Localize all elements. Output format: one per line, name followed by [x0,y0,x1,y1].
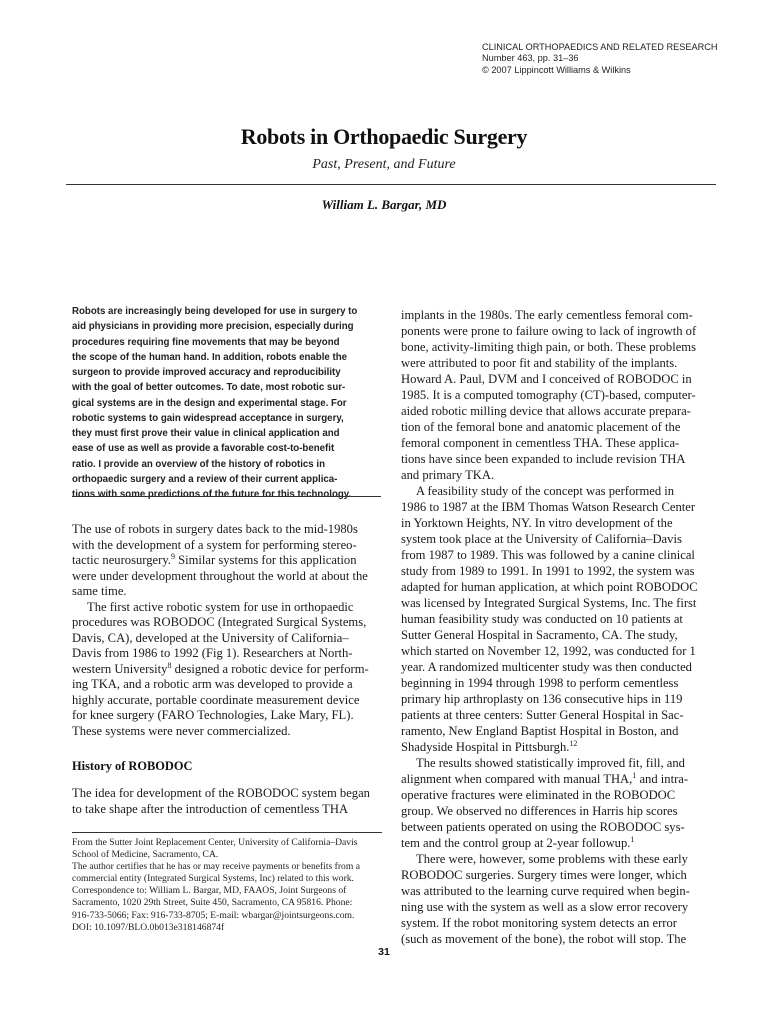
body-line: These systems were never commercialized. [72,723,291,738]
body-line: which started on November 12, 1992, was conducted for 1 [401,644,696,658]
abstract [72,304,381,502]
body-line: implants in the 1980s. The early cementless femoral com- [401,308,693,322]
body-line: same time. [72,584,127,598]
body-line: in Yorktown Heights, NY. In vitro development of the [401,516,673,530]
body-line: system took place at the University of California–Davis [401,532,682,546]
article-subtitle: Past, Present, and Future [312,157,456,172]
page-number: 31 [378,946,390,958]
body-line: were under development throughout the world at about the [72,568,368,583]
abstract-divider [72,496,381,497]
body-line: The first active robotic system for use in orthopaedic [87,599,354,614]
body-line: (such as movement of the bone), the robot will stop. The [401,932,687,946]
body-line: bone, activity-limiting thigh pain, or both. These problems [401,340,696,354]
body-line: The results showed statistically improved fit, fill, and [416,756,685,770]
footnote-line: The author certifies that he has or may receive payments or benefits from a [72,861,360,873]
abstract-line: robotic systems to gain widespread acceptance in surgery, [72,412,344,424]
body-line: alignment when compared with manual THA,$^1$ and intra- [401,770,689,786]
abstract-line: Robots are increasingly being developed for use in surgery to [72,306,358,317]
abstract-line: procedures requiring fine movements that may be beyond [72,336,340,348]
citation-ref: 12 [569,738,578,748]
body-line: The idea for development of the ROBODOC system began [72,786,370,800]
abstract-line: ratio. I provide an overview of the history of robotics in [72,458,325,470]
body-line: year. A randomized multicenter study was then conducted [401,660,692,674]
body-line: from 1987 to 1989. This was followed by a canine clinical [401,548,695,562]
body-line: tions have since been expanded to include revision THA [401,452,686,466]
journal-issue: Number 463, pp. 31–36 [482,53,579,64]
body-line: femoral component in cementless THA. These applica- [401,436,680,450]
body-line: group. We observed no differences in Harris hip scores [401,804,678,818]
body-line: ing TKA, and a robotic arm was developed to provide a [72,677,353,691]
right-column-body [401,307,713,947]
left-column-history [72,786,382,817]
body-line: adapted for human application, at which point ROBODOC [401,580,698,594]
abstract-line: ease of use as well as provide a favorable cost-to-benefit [72,443,335,455]
body-line: Howard A. Paul, DVM and I conceived of ROBODOC in [401,372,692,386]
body-line: primary hip arthroplasty on 136 consecutive hips in 119 [401,692,683,706]
body-line: tion of the femoral bone and anatomic placement of the [401,420,681,434]
body-line: The use of robots in surgery dates back to the mid-1980s [72,522,358,536]
section-heading: History of ROBODOC [72,759,193,773]
citation-ref: 8 [167,660,172,670]
title-divider [66,184,716,185]
body-line: study from 1989 to 1991. In 1991 to 1992, the system was [401,564,695,578]
body-line: Davis, CA), developed at the University of California– [72,630,349,645]
body-line: ning use with the system as well as a slow error recovery [401,900,689,914]
body-line: 1985. It is a computed tomography (CT)-based, computer- [401,388,696,402]
body-line: highly accurate, portable coordinate measurement device [72,692,360,707]
abstract-line: orthopaedic surgery and a review of their current applica- [72,473,338,485]
body-line: and primary TKA. [401,468,495,482]
body-line: procedures was ROBODOC (Integrated Surgical Systems, [72,615,367,629]
citation-ref: 1 [632,770,637,780]
body-line: Shadyside Hospital in Pittsburgh.$^{12}$ [401,738,578,754]
body-line: tactic neurosurgery.$^9$ Similar systems for this application [72,551,357,567]
abstract-line: surgeon to provide improved accuracy and reproducibility [72,367,341,378]
footnote-line: School of Medicine, Sacramento, CA. [72,849,219,861]
body-line: Davis from 1986 to 1992 (Fig 1). Researchers at North- [72,646,353,660]
abstract-line: aid physicians in providing more precision, especially during [72,321,354,333]
body-line: tem and the control group at 2-year followup.$^1$ [401,834,635,850]
body-line: patients at three centers: Sutter General Hospital in Sac- [401,708,684,722]
body-line: were attributed to poor fit and stability of the implants. [401,356,678,370]
body-line: human feasibility study was conducted on 10 patients at [401,612,683,626]
article-title: Robots in Orthopaedic Surgery [240,124,528,149]
body-line: western University$^8$ designed a robotic device for perform- [72,660,369,676]
journal-header [482,42,752,76]
abstract-line: tions with some predictions of the future for this technology. [72,489,352,500]
footnote-line: Sacramento, 1020 29th Street, Suite 450, Sacramento, CA 95816. Phone: [72,897,353,909]
body-line: aided robotic milling device that allows accurate prepara- [401,404,691,418]
body-line: ponents were prone to failure owing to lack of ingrowth of [401,324,697,338]
footnotes [72,837,382,934]
body-line: was licensed by Integrated Surgical Systems, Inc. The first [401,596,697,610]
abstract-line: with the goal of better outcomes. To date, most robotic sur- [72,382,346,394]
body-line: to take shape after the introduction of cementless THA [72,801,349,816]
citation-ref: 1 [630,834,635,844]
body-line: ramento, New England Baptist Hospital in Boston, and [401,724,679,738]
article-author: William L. Bargar, MD [321,197,447,212]
footnote-line: From the Sutter Joint Replacement Center, University of California–Davis [72,837,358,848]
body-line: between patients operated on using the ROBODOC sys- [401,820,685,834]
footnote-divider [72,832,382,833]
footnote-line: 916-733-5066; Fax: 916-733-8705; E-mail: wbargar@jointsurgeons.com. [72,909,355,921]
body-line: 1986 to 1987 at the IBM Thomas Watson Research Center [401,500,696,514]
body-line: was attributed to the learning curve required when begin- [401,884,690,898]
body-line: operative fractures were eliminated in the ROBODOC [401,788,676,802]
footnote-line: Correspondence to: William L. Bargar, MD, FAAOS, Joint Surgeons of [72,885,347,897]
body-line: for knee surgery (FARO Technologies, Lake Mary, FL). [72,708,354,722]
journal-name: CLINICAL ORTHOPAEDICS AND RELATED RESEARCH [482,42,718,52]
body-line: with the development of a system for performing stereo- [72,537,357,552]
journal-copyright: © 2007 Lippincott Williams & Wilkins [482,64,631,75]
abstract-line: the scope of the human hand. In addition, robots enable the [72,351,348,363]
citation-ref: 9 [170,551,175,561]
abstract-line: they must first prove their value in clinical application and [72,428,340,439]
body-line: system. If the robot monitoring system detects an error [401,916,677,930]
body-line: There were, however, some problems with these early [416,852,688,866]
body-line: Sutter General Hospital in Sacramento, CA. The study, [401,628,678,642]
footnote-line: commercial entity (Integrated Surgical Systems, Inc) related to this work. [72,873,354,885]
footnote-line: DOI: 10.1097/BLO.0b013e318146874f [72,921,225,933]
left-column-body [72,522,382,739]
body-line: ROBODOC surgeries. Surgery times were longer, which [401,868,687,882]
body-line: A feasibility study of the concept was performed in [416,484,675,498]
body-line: beginning in 1994 through 1998 to perform cementless [401,676,679,690]
abstract-line: gical systems are in the design and experimental stage. For [72,397,347,409]
